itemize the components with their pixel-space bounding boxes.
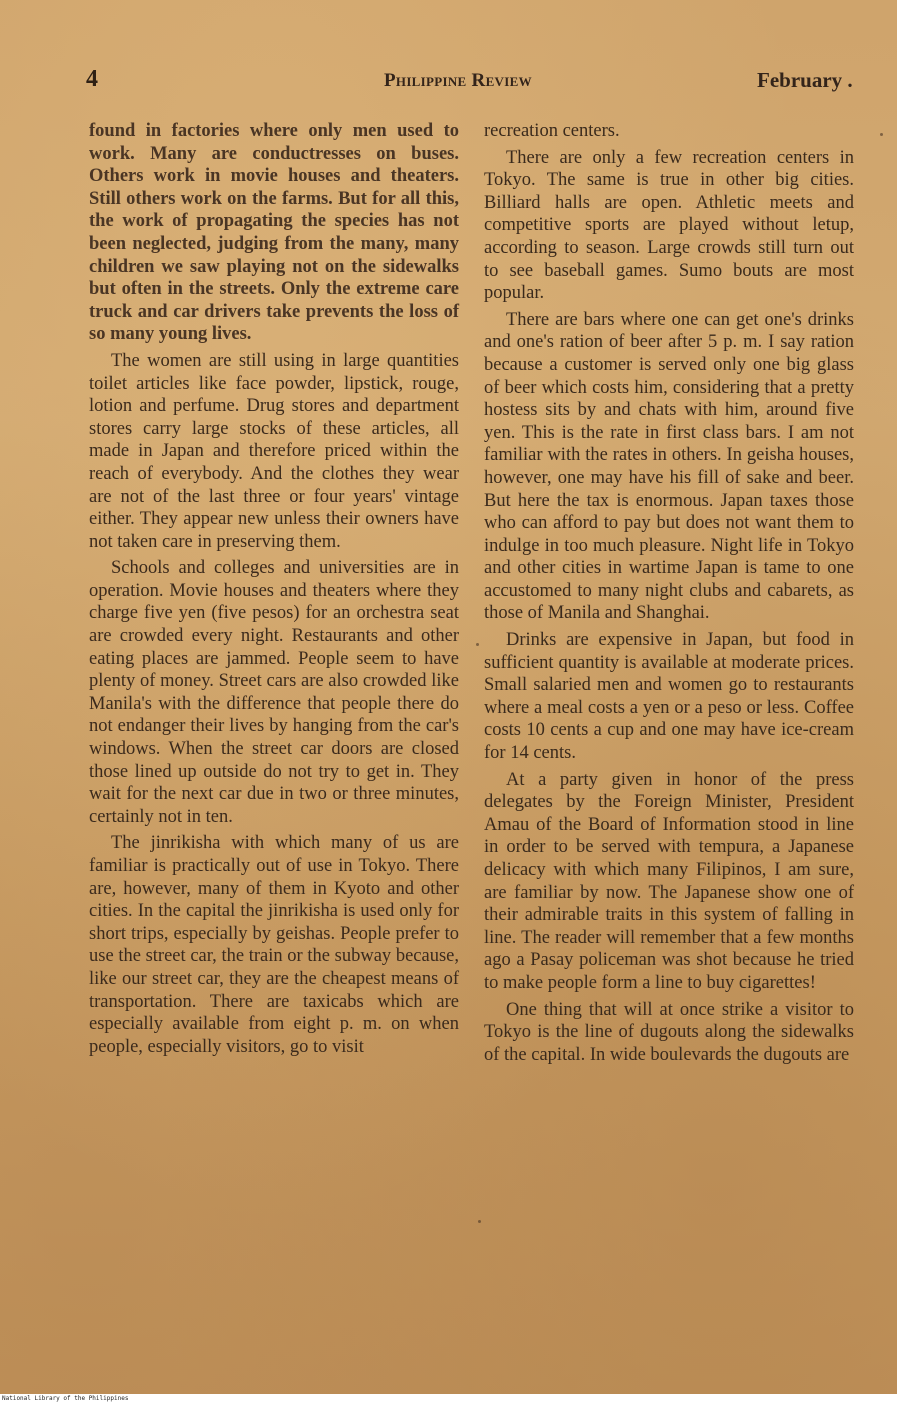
left-paragraph-4: The jinrikisha with which many of us are familiar is practically out of use in Tokyo. There are, however, many of them in Kyoto and other cities. In the capital the jinrikisha is used only for short trips, especially by geishas. People prefer to use the street car, the train or the subway because, like our street car, they are the cheapest means of transportation. There are taxicabs which are especially available from eight p. m. on when people, especially visitors, go to visit <box>89 833 459 1057</box>
ink-speck <box>880 133 883 136</box>
right-paragraph-3: There are bars where one can get one's drinks and one's ration of beer after 5 p. m. I say ration because a customer is served only one big glass of beer which costs him, considering that a pretty hostess sits by and chats with him, around five yen. This is the rate in first class bars. I am not familiar with the rates in others. In geisha houses, however, one may have his fill of sake and beer. But here the tax is enormous. Japan taxes those who can afford to pay but does not want them to indulge in too much pleasure. Night life in Tokyo and other cities in wartime Japan is tame to one accustomed to many night clubs and cabarets, as those of Manila and Shanghai. <box>484 309 854 624</box>
left-paragraph-1: found in factories where only men used to work. Many are conductresses on buses. Others work in movie houses and theaters. Still others work on the farms. But for all this, the work of propagating the species has not been neglected, judging from the many, many children we saw playing not on the sidewalks but often in the streets. Only the extreme care truck and car drivers take prevents the loss of so many young lives. <box>89 121 459 345</box>
page-header <box>0 66 897 98</box>
page-number: 4 <box>86 66 98 92</box>
right-paragraph-4: Drinks are expensive in Japan, but food in sufficient quantity is available at moderate prices. Small salaried men and women go to restaurants where a meal costs a yen or a peso or less. Coffee costs 10 cents a cup and one may have ice-cream for 14 cents. <box>484 630 854 764</box>
running-title: Philippine Review <box>384 70 532 91</box>
ink-speck <box>478 1220 481 1223</box>
library-credit: National Library of the Philippines <box>0 1394 897 1403</box>
ink-speck <box>476 643 479 646</box>
left-paragraph-3: Schools and colleges and universities are in operation. Movie houses and theaters where they charge five yen (five pesos) for an orchestra seat are crowded every night. Restaurants and other eating places are jammed. People seem to have plenty of money. Street cars are also crowded like Manila's with the difference that people there do not endanger their lives by hanging from the car's windows. When the street car doors are closed those lined up outside do not try to get in. They wait for the next car due in two or three minutes, certainly not in ten. <box>89 558 459 827</box>
left-column <box>89 120 459 1058</box>
right-column <box>484 120 854 1066</box>
left-paragraph-2: The women are still using in large quantities toilet articles like face powder, lipstick, rouge, lotion and perfume. Drug stores and department stores carry large stocks of these articles, all made in Japan and therefore priced within the reach of everybody. And the clothes they wear are not of the last three or four years' vintage either. They appear new unless their owners have not taken care in preserving them. <box>89 350 459 552</box>
right-paragraph-1: recreation centers. <box>484 121 620 141</box>
right-paragraph-5: At a party given in honor of the press delegates by the Foreign Minister, President Amau of the Board of Information stood in line in order to be served with tempura, a Japanese delicacy with which many Filipinos, I am sure, are familiar by now. The Japanese show one of their admirable traits in this system of falling in line. The reader will remember that a few months ago a Pasay policeman was shot because he tried to make people form a line to buy cigarettes! <box>484 769 854 993</box>
right-paragraph-2: There are only a few recreation centers in Tokyo. The same is true in other big cities. Billiard halls are open. Athletic meets and competitive sports are played without letup, according to season. Large crowds still turn out to see baseball games. Sumo bouts are most popular. <box>484 147 854 304</box>
right-paragraph-6: One thing that will at once strike a visitor to Tokyo is the line of dugouts along the sidewalks of the capital. In wide boulevards the dugouts are <box>484 999 854 1065</box>
header-month: February . <box>757 68 853 92</box>
